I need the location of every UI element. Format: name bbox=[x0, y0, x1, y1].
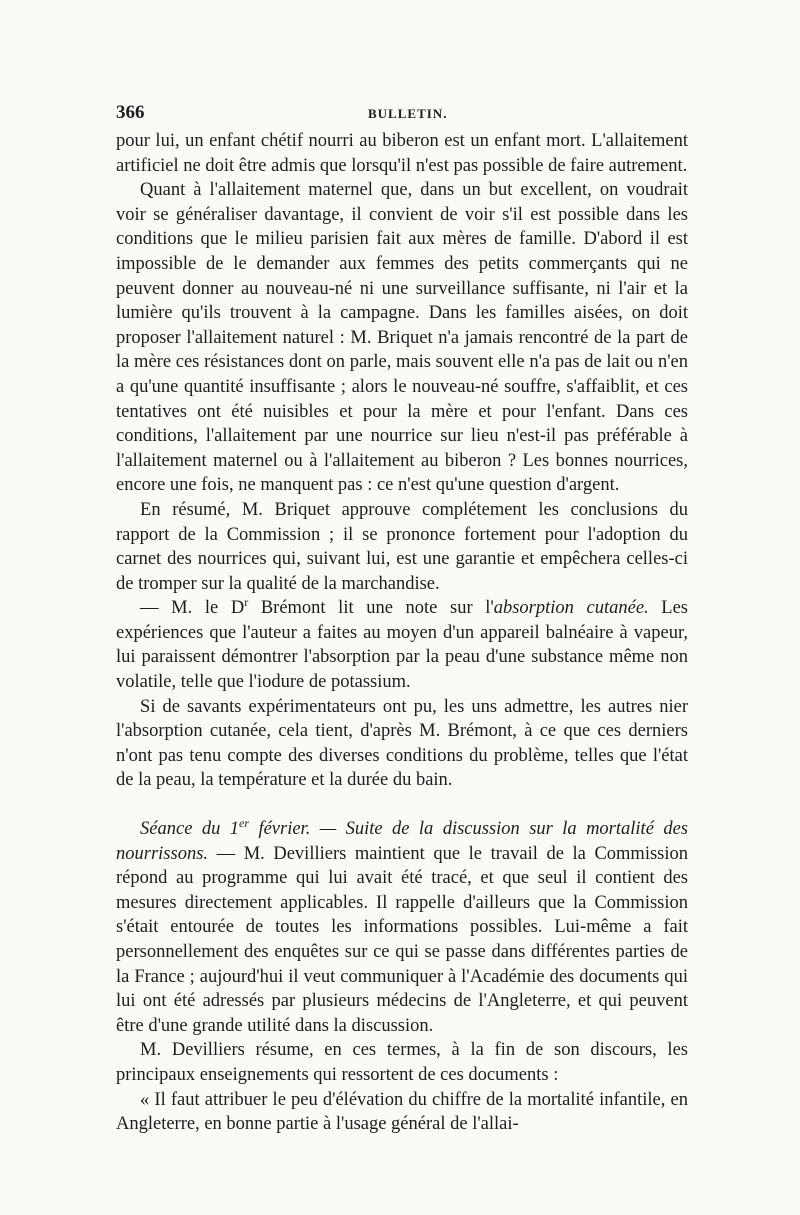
paragraph-2: Quant à l'allaitement maternel que, dans un but excellent, on voudrait voir se généraliser davantage, il convient de voir s'il est possible dans les conditions que le milieu parisien fait aux mères de famille. D'abord il est impossible de le demander aux femmes des petits commerçants qui ne peuvent donner au nouveau-né ni une surveillance suffisante, ni l'air et la lumière qu'ils trouvent à la campagne. Dans les familles aisées, on doit proposer l'allaitement naturel : M. Briquet n'a jamais rencontré de la part de la mère ces résistances dont on parle, mais souvent elle n'a pas de lait ou n'en a qu'une quantité insuffisante ; alors le nouveau-né souffre, s'affaiblit, et ces tentatives ont été nuisibles et pour la mère et pour l'enfant. Dans ces conditions, l'allaitement par une nourrice sur lieu n'est-il pas préférable à l'allaitement maternel ou à l'allaitement au biberon ? Les bonnes nourrices, encore une fois, ne manquent pas : ce n'est qu'une question d'argent. bbox=[116, 180, 688, 496]
body-text bbox=[116, 129, 688, 1137]
session-heading-a: Séance du 1 bbox=[140, 819, 240, 840]
paragraph-3: En résumé, M. Briquet approuve complétement les conclusions du rapport de la Commission ; il se prononce fortement pour l'adoption du carnet des nourrices qui, suivant lui, est une garantie et empêchera celles-ci de tromper sur la qualité de la marchandise. bbox=[116, 499, 688, 594]
paragraph-4-rest: Les expériences que l'auteur a faites au moyen d'un appareil balnéaire à vapeur, lui paraissent démontrer l'absorption par la peau d'une substance même non volatile, telle que l'iodure de potassium. bbox=[116, 598, 688, 693]
paragraph-4-superscript: r bbox=[244, 595, 249, 610]
paragraph-4-middle: Brémont lit une note sur l' bbox=[248, 598, 494, 619]
paragraph-1: pour lui, un enfant chétif nourri au biberon est un enfant mort. L'allaitement artificiel ne doit être admis que lorsqu'il n'est pas possible de faire autrement. bbox=[116, 131, 688, 176]
paragraph-4-prefix: — M. le D bbox=[140, 598, 245, 619]
running-head bbox=[116, 102, 686, 126]
paragraph-4-italic: absorption cutanée. bbox=[493, 598, 649, 619]
session-heading-b: février. — Suite de la discussion sur la mortalité des nourrissons. bbox=[116, 819, 688, 864]
paragraph-6-rest: — M. Devilliers maintient que le travail de la Commission répond au programme qui lui avait été tracé, et que seul il contient des mesures directement applicables. Il rappelle d'ailleurs que la Commission s'était entourée de toutes les informations possibles. Lui-même a fait personnellement des enquêtes sur ce qui se passe dans différentes parties de la France ; aujourd'hui il veut communiquer à l'Académie des documents qui lui ont été adressés par plusieurs médecins de l'Angleterre, et qui peuvent être d'une grande utilité dans la discussion. bbox=[116, 843, 688, 1036]
paragraph-6 bbox=[116, 817, 688, 1038]
header-title: BULLETIN. bbox=[368, 106, 448, 121]
paragraph-7: M. Devilliers résume, en ces termes, à la fin de son discours, les principaux enseignements qui ressortent de ces documents : bbox=[116, 1040, 688, 1085]
paragraph-4 bbox=[116, 596, 688, 694]
paragraph-8: « Il faut attribuer le peu d'élévation du chiffre de la mortalité infantile, en Angleterre, en bonne partie à l'usage général de l'allai- bbox=[116, 1089, 688, 1135]
paragraph-5: Si de savants expérimentateurs ont pu, les uns admettre, les autres nier l'absorption cutanée, cela tient, d'après M. Brémont, à ce que ces derniers n'ont pas tenu compte des diverses conditions du problème, telles que l'état de la peau, la température et la durée du bain. bbox=[116, 696, 688, 791]
page-number: 366 bbox=[116, 102, 145, 123]
session-heading-superscript: er bbox=[239, 815, 250, 830]
